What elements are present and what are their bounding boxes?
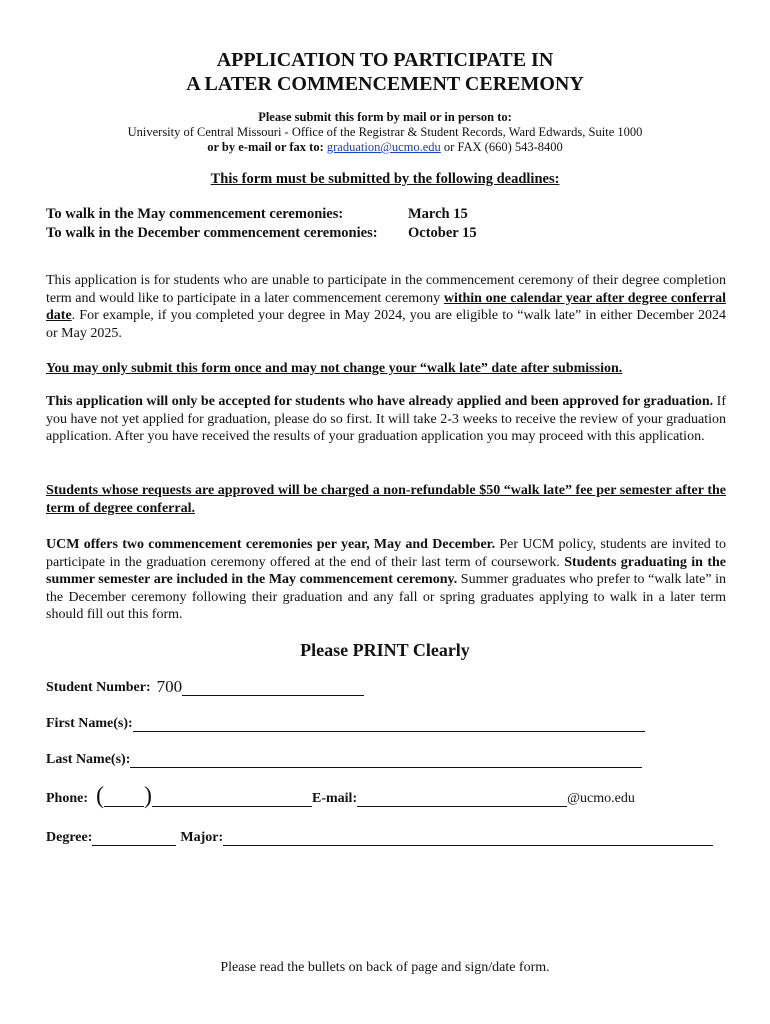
phone-number-field[interactable]	[152, 788, 312, 807]
area-code-open-paren: (	[96, 783, 104, 809]
eligibility-paragraph	[46, 272, 726, 342]
prerequisite-paragraph	[46, 393, 726, 446]
email-label: E-mail:	[312, 791, 358, 806]
eligibility-text-a: This application is for students who are unable to participate in the commencement ceremony of their degree completion term and would like to participate in a later commencement ceremony	[46, 273, 726, 306]
graduation-email-link[interactable]: graduation@ucmo.edu	[326, 140, 441, 154]
prerequisite-emphasis: This application will only be accepted for students who have already applied and been approved for graduation.	[46, 394, 714, 409]
contact-prefix: or by e-mail or fax to:	[207, 140, 324, 154]
deadline-may-label: To walk in the May commencement ceremonies:	[46, 206, 344, 222]
first-name-label: First Name(s):	[46, 716, 133, 731]
submit-instruction: Please submit this form by mail or in person to:	[258, 110, 512, 124]
ceremony-policy-paragraph	[46, 536, 726, 624]
degree-major-row	[46, 824, 713, 846]
email-domain-suffix: @ucmo.edu	[567, 791, 635, 806]
last-name-field[interactable]	[130, 749, 642, 768]
back-page-instruction: Please read the bullets on back of page and sign/date form.	[220, 960, 550, 975]
deadline-december-date: October 15	[408, 225, 477, 241]
fee-notice: Students whose requests are approved will be charged a non-refundable $50 “walk late” fee per semester after the term of degree conferral.	[46, 483, 726, 516]
prerequisite-text: If you have not yet applied for graduation, please do so first. It will take 2-3 weeks to receive the review of your graduation application. After you have received the results of your graduation application you may proceed with this application.	[46, 394, 727, 444]
email-field[interactable]	[357, 788, 567, 807]
area-code-field[interactable]	[104, 788, 144, 807]
ceremony-policy-text-2: Summer graduates who prefer to “walk late” in the December ceremony following their graduation and any fall or spring graduates applying to walk in a later term should fill out this form.	[46, 572, 726, 622]
print-clearly-heading: Please PRINT Clearly	[300, 640, 470, 660]
degree-label: Degree:	[46, 830, 93, 845]
deadline-may-date: March 15	[408, 206, 468, 222]
first-name-row	[46, 710, 645, 732]
deadlines-heading: This form must be submitted by the following deadlines:	[210, 171, 560, 187]
fax-info: or FAX (660) 543-8400	[443, 140, 563, 154]
ceremony-policy-emphasis-2: Students graduating in the summer semester are included in the May commencement ceremony.	[46, 554, 726, 587]
student-number-prefix: 700	[156, 677, 183, 696]
area-code-close-paren: )	[144, 783, 152, 809]
major-label: Major:	[180, 830, 224, 845]
one-time-submission-notice: You may only submit this form once and may not change your “walk late” date after submission.	[46, 361, 623, 376]
major-field[interactable]	[223, 827, 713, 846]
form-title-line1: APPLICATION TO PARTICIPATE IN	[216, 49, 554, 71]
ceremony-policy-emphasis-1: UCM offers two commencement ceremonies per year, May and December.	[46, 537, 496, 552]
student-number-label: Student Number:	[46, 680, 151, 695]
phone-email-row	[46, 785, 635, 807]
last-name-label: Last Name(s):	[46, 752, 131, 767]
student-number-field[interactable]	[182, 677, 364, 696]
student-number-row	[46, 674, 364, 696]
degree-field[interactable]	[92, 827, 176, 846]
phone-label: Phone:	[46, 791, 88, 806]
ceremony-policy-text-1: Per UCM policy, students are invited to participate in the graduation ceremony offered at the end of their last term of coursework.	[46, 537, 726, 570]
registrar-address: University of Central Missouri - Office of the Registrar & Student Records, Ward Edwards, Suite 1000	[127, 125, 643, 139]
last-name-row	[46, 746, 642, 768]
form-title-line2: A LATER COMMENCEMENT CEREMONY	[186, 73, 584, 95]
eligibility-deadline-emphasis: within one calendar year after degree conferral date	[46, 290, 727, 323]
contact-line	[0, 139, 770, 155]
deadline-december-label: To walk in the December commencement ceremonies:	[46, 225, 378, 241]
first-name-field[interactable]	[133, 713, 645, 732]
eligibility-text-c: . For example, if you completed your degree in May 2024, you are eligible to “walk late” in either December 2024 or May 2025.	[46, 308, 726, 341]
